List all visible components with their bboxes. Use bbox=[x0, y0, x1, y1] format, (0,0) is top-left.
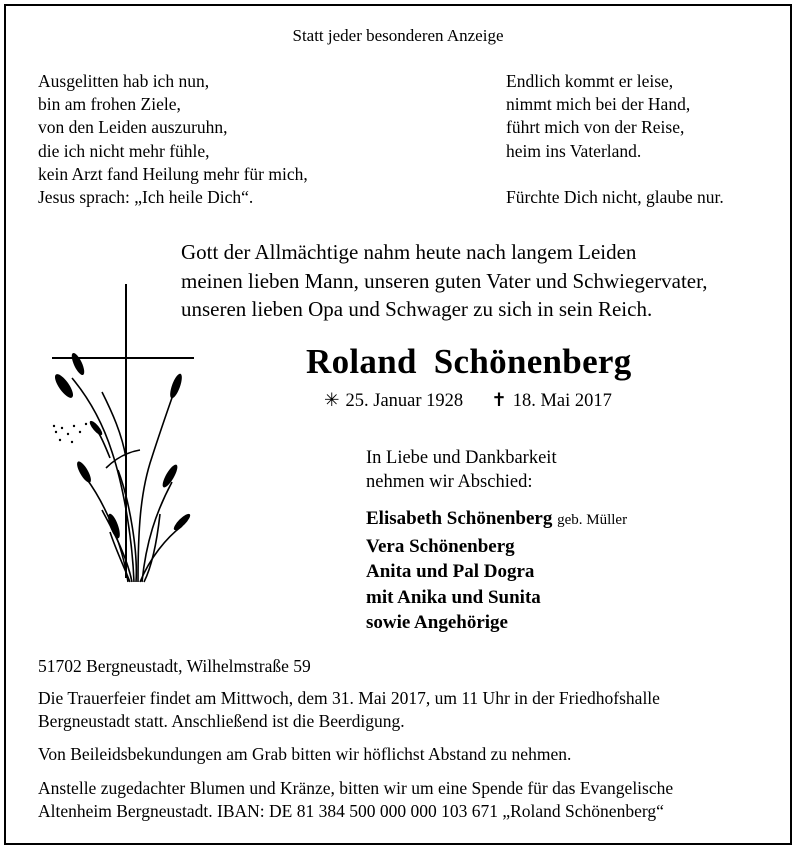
funeral-info-line: Die Trauerfeier findet am Mittwoch, dem 31. Mai 2017, um 11 Uhr in der Friedhofshalle bbox=[38, 688, 660, 708]
notice-heading: Statt jeder besonderen Anzeige bbox=[292, 26, 504, 45]
intro-line: Gott der Allmächtige nahm heute nach langem Leiden bbox=[181, 240, 637, 264]
poem-right bbox=[506, 70, 724, 209]
farewell-line: In Liebe und Dankbarkeit bbox=[366, 448, 557, 468]
deceased-name: Roland Schönenberg bbox=[306, 342, 632, 381]
farewell-line: nehmen wir Abschied: bbox=[366, 472, 533, 492]
maiden-name-note: geb. Müller bbox=[557, 512, 628, 528]
birth-star-icon: ✳ bbox=[324, 391, 340, 411]
mourners-list bbox=[366, 506, 627, 636]
intro-line: meinen lieben Mann, unseren guten Vater und Schwiegervater, bbox=[181, 268, 708, 293]
farewell-text bbox=[366, 446, 557, 494]
poem-line: heim ins Vaterland. bbox=[506, 140, 642, 161]
poem-line: nimmt mich bei der Hand, bbox=[506, 94, 691, 115]
condolence-note: Von Beileidsbekundungen am Grab bitten wir höflichst Abstand zu nehmen. bbox=[38, 744, 572, 764]
mourner-line: Anita und Pal Dogra bbox=[366, 561, 535, 582]
mourner-line bbox=[366, 506, 627, 534]
donation-line: Anstelle zugedachter Blumen und Kränze, bitten wir um eine Spende für das Evangelische bbox=[38, 778, 674, 798]
poem-line: Endlich kommt er leise, bbox=[506, 71, 674, 91]
death-cross-icon: ✝ bbox=[491, 391, 507, 411]
poem-line: von den Leiden auszuruhn, bbox=[38, 117, 228, 138]
life-dates bbox=[324, 390, 612, 412]
family-address: 51702 Bergneustadt, Wilhelmstraße 59 bbox=[38, 656, 311, 676]
poem-line: die ich nicht mehr fühle, bbox=[38, 140, 210, 161]
poem-line: Ausgelitten hab ich nun, bbox=[38, 71, 210, 91]
donation-line: Altenheim Bergneustadt. IBAN: DE 81 384 500 000 000 103 671 „Roland Schönenberg“ bbox=[38, 800, 664, 821]
mourner-line: sowie Angehörige bbox=[366, 612, 508, 633]
poem-left bbox=[38, 70, 308, 209]
obituary-notice bbox=[4, 4, 792, 845]
poem-line bbox=[506, 163, 724, 186]
intro-text bbox=[181, 238, 708, 324]
death-date: 18. Mai 2017 bbox=[512, 391, 612, 411]
intro-line: unseren lieben Opa und Schwager zu sich in sein Reich. bbox=[181, 297, 653, 321]
mourner-name: Elisabeth Schönenberg bbox=[366, 508, 553, 529]
funeral-info bbox=[38, 687, 660, 732]
birth-date: 25. Januar 1928 bbox=[345, 391, 464, 411]
donation-note bbox=[38, 777, 673, 822]
seed-dots-icon bbox=[53, 423, 87, 443]
mourner-line: Vera Schönenberg bbox=[366, 535, 515, 557]
poem-line: Fürchte Dich nicht, glaube nur. bbox=[506, 187, 724, 207]
poem-line: Jesus sprach: „Ich heile Dich“. bbox=[38, 187, 254, 208]
cross-and-wheat-illustration bbox=[42, 282, 202, 592]
mourner-line: mit Anika und Sunita bbox=[366, 586, 541, 608]
poem-line: kein Arzt fand Heilung mehr für mich, bbox=[38, 163, 308, 184]
funeral-info-line: Bergneustadt statt. Anschließend ist die Beerdigung. bbox=[38, 710, 405, 731]
poem-line: bin am frohen Ziele, bbox=[38, 94, 181, 115]
poem-line: führt mich von der Reise, bbox=[506, 117, 685, 138]
